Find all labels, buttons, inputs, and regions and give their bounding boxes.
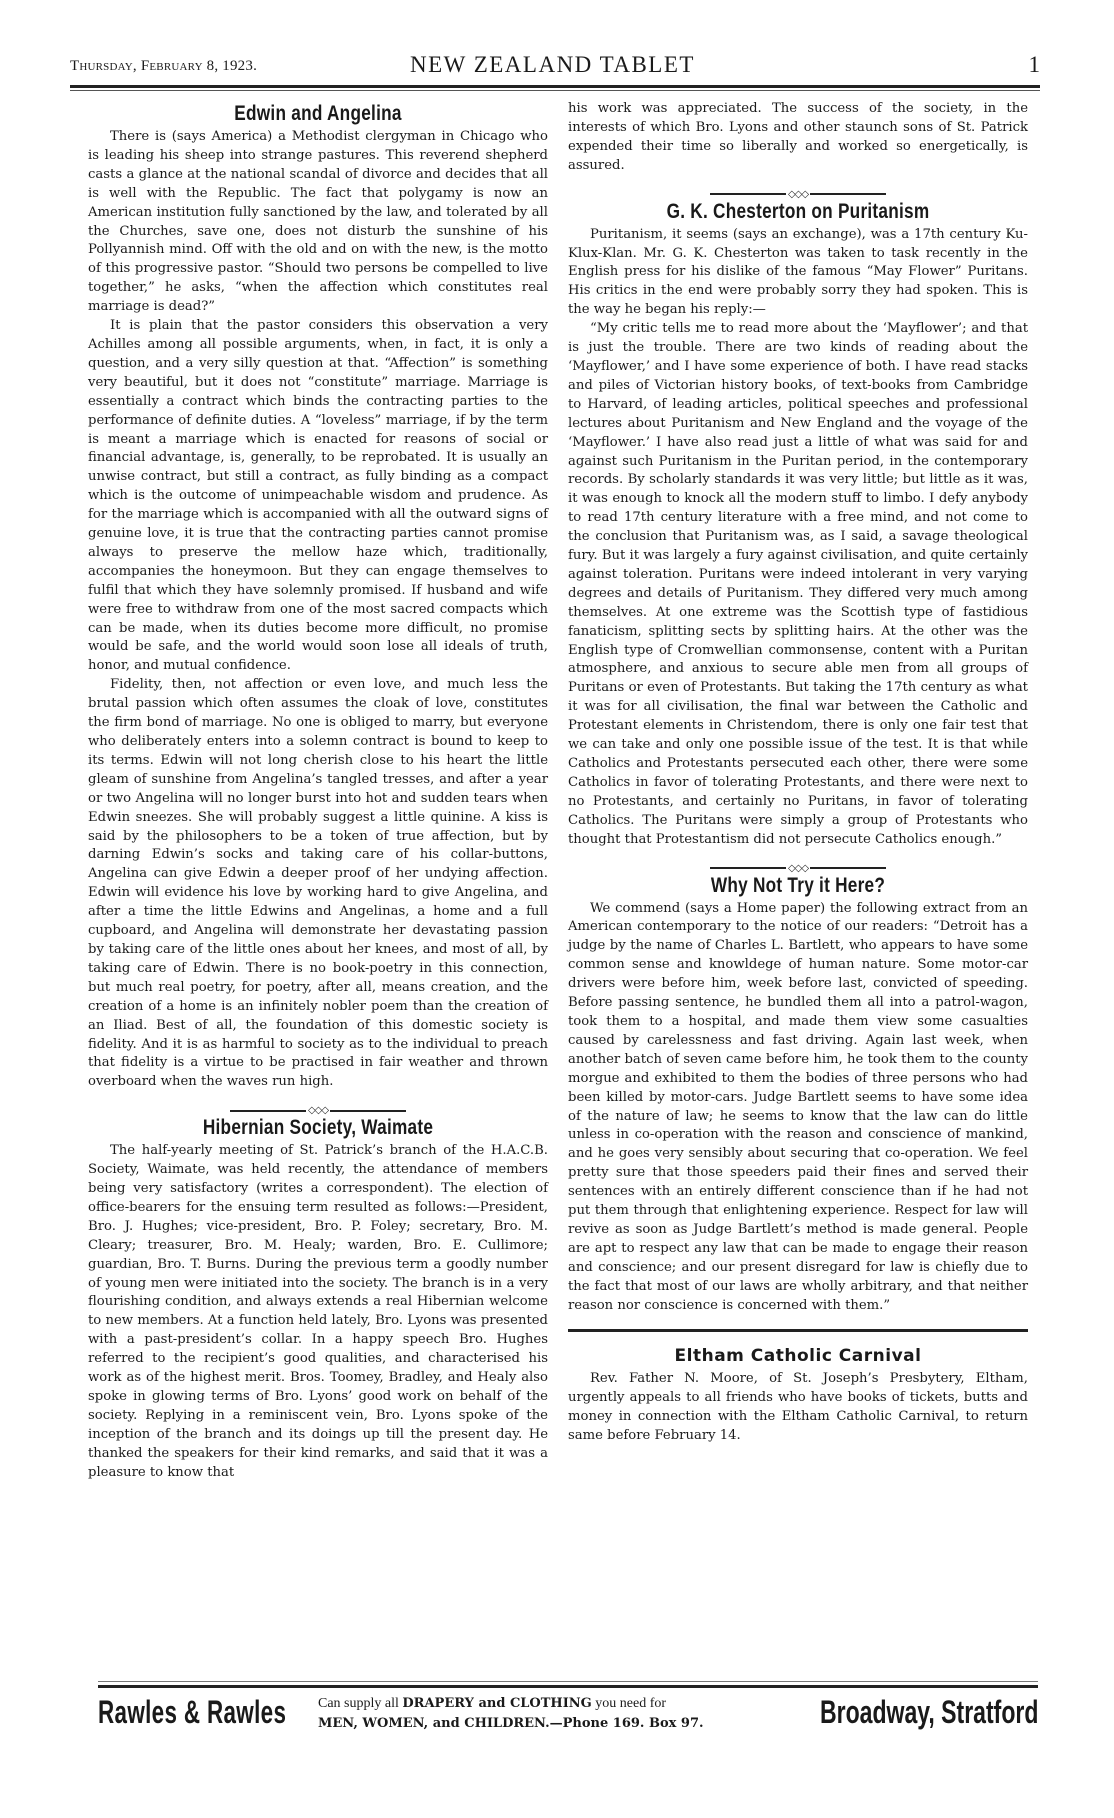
right-column [568, 100, 1028, 1446]
article-paragraph: Fidelity, then, not affection or even love, and much less the brutal passion which often assumes the cloak of love, constitutes the firm bond of marriage. No one is obliged to marry, but everyone who deliberately enters into a solemn contract is bound to keep to its terms. Edwin will not long cherish close to his heart the little gleam of sunshine from Angelina’s tangled tresses, and after a year or two Angelina will no longer burst into hot and sudden tears when Edwin sneezes. She will probably suggest a little quinine. A kiss is said by the philosophers to be a token of true affection, but by darning Edwin’s socks and taking care of his collar-buttons, Angelina can give Edwin a deeper proof of her undying affection. Edwin will evidence his love by working hard to give Angelina, and after a time the little Edwins and Angelinas, a home and a full cupboard, and Angelina will demonstrate her devastating passion by taking care of the little ones about her knees, and most of all, by taking care of Edwin. There is no book-poetry in this connection, but much real poetry, for poetry, after all, means creation, and the creation of a home is an infinitely nobler poem than the creation of an Iliad. Best of all, the foundation of this domestic society is fidelity. And it is as harmful to society as to the individual to preach that fidelity is a virtue to be practised in fair weather and thrown overboard when the waves run high. [88, 677, 548, 1090]
article-paragraph: We commend (says a Home paper) the following extract from an American contemporary to the notice of our readers: “Detroit has a judge by the name of Charles L. Bartlett, who appears to have some common sense and knowldege of human nature. Some motor-car drivers were before him, week before last, convicted of speeding. Before passing sentence, he bundled them all into a patrol-wagon, took them to a hospital, and made them view some casualties caused by carelessness and fast driving. Again last week, when another batch of seven came before him, he took them to the county morgue and exhibited to them the bodies of three persons who had been killed by motor-cars. Judge Bartlett seems to have some idea of the nature of law; he seems to know that the law can do little unless in co-operation with the reason and conscience of mankind, and he goes very sensibly about securing that co-operation. We feel pretty sure that those speeders paid their fines and served their sentences with an entirely different conscience than if he had not put them through that enlightening experience. Respect for law will revive as soon as Judge Bartlett’s method is made general. People are apt to respect any law that can be made to engage their reason and conscience; and our present disregard for law is chiefly due to the fact that most of our laws are wholly arbitrary, and that neither reason nor conscience is concerned with them.” [568, 900, 1028, 1313]
article-why-not-try-it-here [568, 874, 1028, 1316]
diamond-ornament-icon: ◇◇◇ [307, 1105, 329, 1117]
advert-copy: Can supply all DRAPERY and CLOTHING you need for MEN, WOMEN, and CHILDREN.—Phone 169. Box 97. [318, 1696, 704, 1731]
article-chesterton-on-puritanism [568, 200, 1028, 850]
article-hibernian-society [88, 1116, 548, 1482]
diamond-ornament-icon: ◇◇◇ [787, 862, 809, 874]
advert-rule-thin [98, 1681, 1038, 1682]
section-divider [88, 1100, 548, 1117]
article-title: Why Not Try it Here? [710, 873, 886, 897]
article-paragraph: Rev. Father N. Moore, of St. Joseph’s Presbytery, Eltham, urgently appeals to all friends who have books of tickets, butts and money in connection with the Eltham Catholic Carnival, to return same before February 14. [568, 1371, 1028, 1444]
left-column [88, 100, 548, 1483]
masthead-rule-thin [70, 90, 1040, 91]
article-paragraph: Puritanism, it seems (says an exchange), was a 17th century Ku-Klux-Klan. Mr. G. K. Chesterton was taken to task recently in the English press for his dislike of the famous “May Flower” Puritans. His critics in the end were probably sorry they had spoken. This is the way he began his reply:— [568, 226, 1028, 318]
section-divider [568, 858, 1028, 874]
article-continuation: his work was appreciated. The success of the society, in the interests of which Bro. Lyons and other staunch sons of St. Patrick expended their time so liberally and worked so energetically, is assured. [568, 101, 1028, 173]
article-eltham-catholic-carnival [568, 1346, 1028, 1446]
article-edwin-and-angelina [88, 102, 548, 1092]
page-number: 1 [1028, 52, 1040, 77]
article-paragraph: The half-yearly meeting of St. Patrick’s branch of the H.A.C.B. Society, Waimate, was held recently, the attendance of members being very satisfactory (writes a correspondent). The election of office-bearers for the ensuing term resulted as follows:—President, Bro. J. Hughes; vice-president, Bro. P. Foley; secretary, Bro. M. Cleary; treasurer, Bro. M. Healy; warden, Bro. E. Cullimore; guardian, Bro. T. Burns. During the previous term a goodly number of young men were initiated into the society. The branch is in a very flourishing condition, and always extends a real Hibernian welcome to new members. At a function held lately, Bro. Lyons was presented with a past-president’s collar. In a happy speech Bro. Hughes referred to the recipient’s good qualities, and characterised his work as of the highest merit. Bros. Toomey, Bradley, and Healy also spoke in glowing terms of Bro. Lyons’ good work on behalf of the society. Replying in a reminiscent vein, Bro. Lyons spoke of the inception of the branch and its doings up till the present day. He thanked the speakers for their kind remarks, and said that it was a pleasure to know that [88, 1143, 548, 1480]
advertiser-address: Broadway, Stratford [819, 1694, 1038, 1730]
issue-date: Thursday, February 8, 1923. [70, 58, 258, 74]
masthead-rule [70, 85, 1040, 88]
masthead [70, 52, 1040, 82]
advertisement-banner [98, 1694, 1038, 1738]
article-paragraph: It is plain that the pastor considers this observation a very Achilles among all possible arguments, when, in fact, it is only a question, and a very silly question at that. “Affection” is something very beautiful, but it does not “constitute” marriage. Marriage is essentially a contract which binds the contracting parties to the performance of definite duties. A “loveless” marriage, if by the term is meant a marriage which is enacted for reasons of social or financial advantage, is, generally, to be reprobated. It is usually an unwise contract, but still a contract, as fully binding as a compact which is the outcome of unimpeachable wisdom and prudence. As for the marriage which is accompanied with all the outward signs of genuine love, it is true that the contracting parties cannot promise always to preserve the mellow haze which, traditionally, accompanies the honeymoon. But they can engage themselves to fulfil that which they have solemnly promised. If husband and wife were free to withdraw from one of the most sacred compacts which can be made, when its duties become more difficult, no promise would be safe, and the world would soon lose all ideals of truth, honor, and mutual confidence. [88, 318, 548, 674]
article-title: Eltham Catholic Carnival [674, 1346, 922, 1367]
section-rule [568, 1329, 1028, 1332]
publication-title: NEW ZEALAND TABLET [410, 52, 695, 77]
article-title: Hibernian Society, Waimate [202, 1116, 434, 1140]
article-title: Edwin and Angelina [234, 102, 402, 125]
section-divider [568, 184, 1028, 200]
diamond-ornament-icon: ◇◇◇ [787, 188, 809, 200]
article-paragraph: There is (says America) a Methodist clergyman in Chicago who is leading his sheep into strange pastures. This reverend shepherd casts a glance at the national scandal of divorce and decides that all is well with the Republic. The fact that polygamy is now an American institution fully sanctioned by the law, and tolerated by all the Churches, save one, does not disturb the sunshine of his Pollyannish mind. Off with the old and on with the new, is the motto of this progressive pastor. “Should two persons be compelled to live together,” he asks, “when the affection which constitutes real marriage is dead?” [88, 129, 548, 315]
article-title: G. K. Chesterton on Puritanism [666, 199, 930, 223]
advert-rule [98, 1685, 1038, 1688]
advertiser-name: Rawles & Rawles [98, 1694, 287, 1730]
article-paragraph: “My critic tells me to read more about the ‘Mayflower’; and that is just the trouble. There are two kinds of reading about the ‘Mayflower,’ and I have some experience of both. I have read stacks and piles of Victorian history books, of text-books from Cambridge to Harvard, of leading articles, political speeches and professional lectures about Puritanism and New England and the voyage of the ‘Mayflower.’ I have also read just a little of what was said for and against such Puritanism in the Puritan period, in the contemporary records. By scholarly standards it was very little; but little as it was, it was enough to knock all the modern stuff to limbo. I defy anybody to read 17th century literature with a free mind, and not come to the conclusion that Puritanism was, as I said, a savage theological fury. But it was largely a fury against civilisation, and quite certainly against toleration. Puritans were indeed intolerant in very varying degrees and details of Puritanism. They differed very much among themselves. At one extreme was the Scottish type of fastidious fanaticism, splitting sects by splitting hairs. At the other was the English type of Cromwellian commonsense, content with a Puritan atmosphere, and anxious to secure able men from all groups of Puritans or even of Protestants. But taking the 17th century as what it was for all civilisation, the final war between the Catholic and Protestant elements in Christendom, there is only one fair test that we can take and only one possible issue of the test. It is that while Catholics and Protestants persecuted each other, there were some Catholics in favor of tolerating Protestants, and there were next to no Protestants, and certainly no Puritans, in favor of tolerating Catholics. The Puritans were simply a group of Protestants who thought that Protestantism did not persecute Catholics enough.” [568, 321, 1028, 847]
